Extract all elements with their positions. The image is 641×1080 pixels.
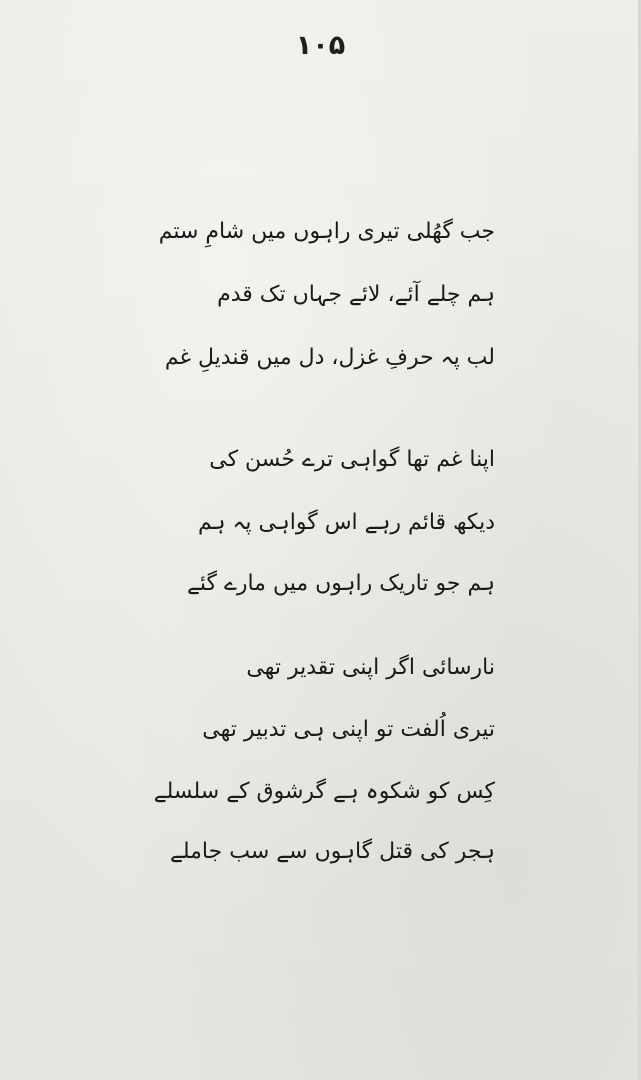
poem-line: ہجر کی قتل گاہوں سے سب جاملے bbox=[169, 839, 495, 864]
poem-line: لب پہ حرفِ غزل، دل میں قندیلِ غم bbox=[164, 345, 495, 370]
poem-line: تیری اُلفت تو اپنی ہی تدبیر تھی bbox=[202, 717, 495, 742]
page-number: ۱۰۵ bbox=[295, 30, 346, 61]
poem-line: ہم جو تاریک راہوں میں مارے گئے bbox=[186, 571, 495, 596]
poem-line: جب گھُلی تیری راہوں میں شامِ ستم bbox=[158, 219, 495, 244]
poem-line: ہم چلے آئے، لائے جہاں تک قدم bbox=[217, 282, 495, 307]
poem-line: اپنا غم تھا گواہی ترے حُسن کی bbox=[209, 447, 495, 472]
poem-line: دیکھ قائم رہے اس گواہی پہ ہم bbox=[197, 510, 495, 535]
poem-line: نارسائی اگر اپنی تقدیر تھی bbox=[246, 655, 495, 680]
poem-line: کِس کو شکوہ ہے گرشوق کے سلسلے bbox=[153, 779, 495, 804]
